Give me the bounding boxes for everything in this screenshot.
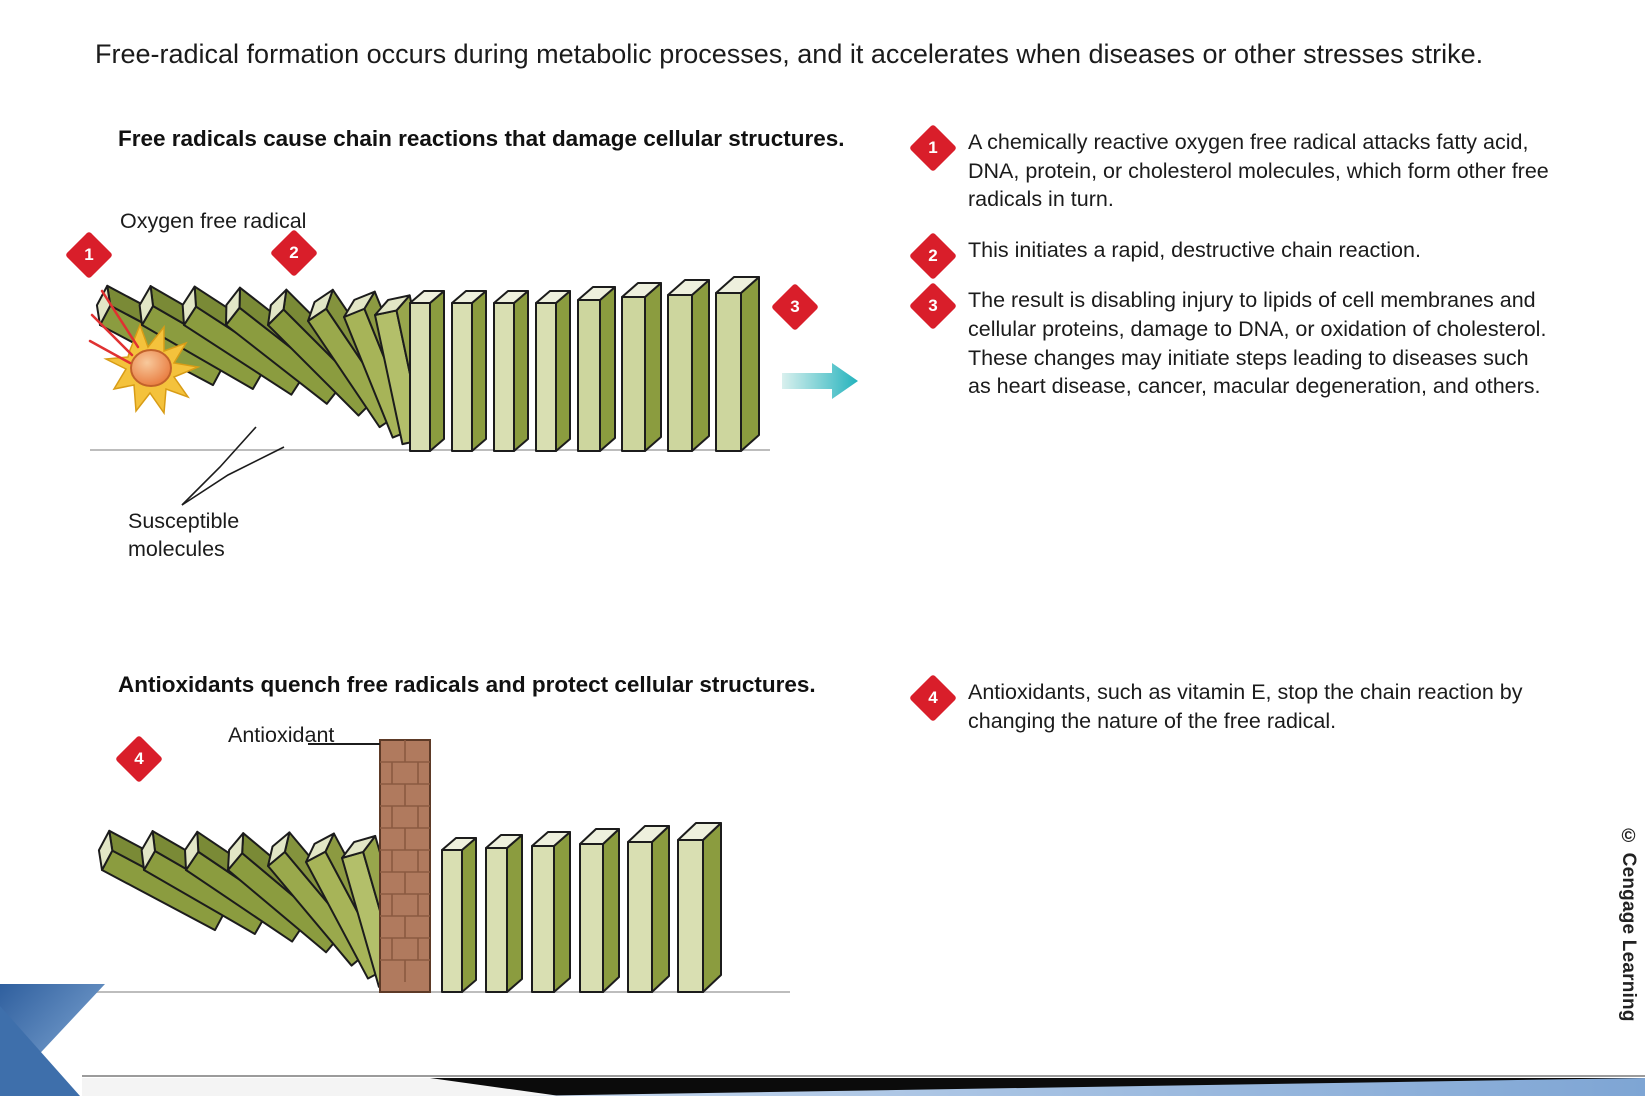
marker-3: 3 — [909, 282, 957, 330]
label-antioxidant: Antioxidant — [228, 723, 335, 747]
section-2-title: Antioxidants quench free radicals and protect cellular structures. — [118, 672, 816, 697]
marker-4: 4 — [909, 674, 957, 722]
marker-2: 2 — [270, 229, 318, 277]
copyright-credit: © Cengage Learning — [1618, 826, 1639, 1022]
steps-list-top — [910, 128, 1550, 423]
marker-2: 2 — [909, 232, 957, 280]
page-title: Free-radical formation occurs during metabolic processes, and it accelerates when diseases or other stresses strike. — [95, 39, 1484, 69]
step-item — [910, 678, 1550, 735]
slide-footer-decoration — [0, 966, 1645, 1096]
marker-4: 4 — [115, 735, 163, 783]
marker-1: 1 — [909, 124, 957, 172]
step-text: The result is disabling injury to lipids of cell membranes and cellular proteins, damage to DNA, or oxidation of cholesterol. These changes may initiate steps leading to diseases such as heart disease, cancer, macular degeneration, and others. — [968, 288, 1547, 399]
step-item — [910, 128, 1550, 214]
steps-list-bottom — [910, 678, 1550, 757]
label-susceptible-molecules: Susceptible molecules — [128, 509, 240, 561]
step-item — [910, 286, 1550, 400]
marker-3: 3 — [771, 283, 819, 331]
section-1-title: Free radicals cause chain reactions that damage cellular structures. — [118, 126, 845, 151]
step-text: A chemically reactive oxygen free radical attacks fatty acid, DNA, protein, or cholesterol molecules, which form other free radicals in turn. — [968, 130, 1549, 212]
marker-1: 1 — [65, 231, 113, 279]
direction-arrow — [782, 363, 858, 399]
label-oxygen-free-radical: Oxygen free radical — [120, 209, 307, 233]
step-item — [910, 236, 1550, 265]
step-text: This initiates a rapid, destructive chain reaction. — [968, 237, 1421, 262]
step-text: Antioxidants, such as vitamin E, stop the chain reaction by changing the nature of the free radical. — [968, 680, 1523, 733]
